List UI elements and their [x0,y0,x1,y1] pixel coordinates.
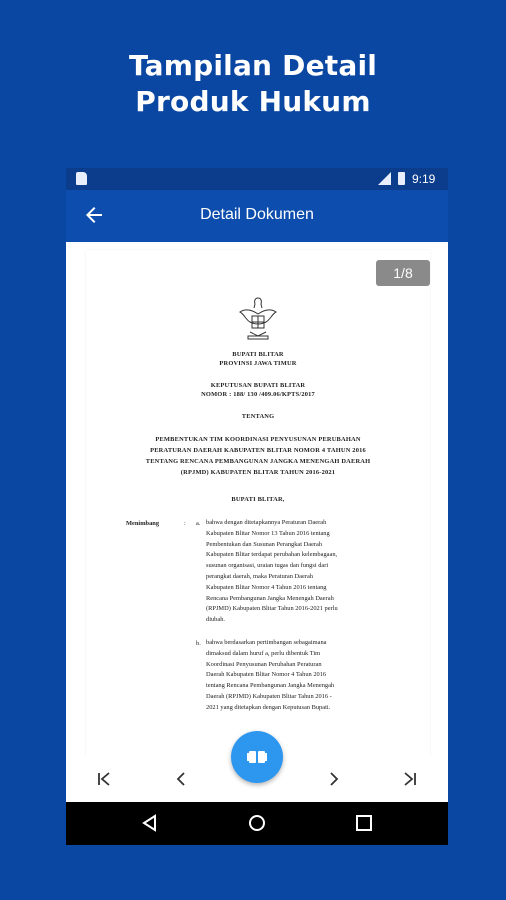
doc-text-line: susunan organisasi, uraian tugas dan fungsi dari [206,562,329,570]
next-page-icon[interactable] [320,766,348,792]
doc-point-a-marker: a. [196,520,201,527]
doc-text-line: Kabupaten Blitar terdapat perubahan kelembagaan, [206,551,338,559]
doc-text-line: Daerah Kabupaten Blitar Nomor 4 Tahun 2016 [206,671,327,679]
doc-tentang: TENTANG [241,413,275,420]
doc-text-line: Daerah (RPJMD) Kabupaten Blitar Tahun 2016 - [206,692,332,700]
recents-square-icon[interactable] [353,812,375,834]
doc-text-line: (RPJMD) Kabupaten Blitar Tahun 2016-2021 perlu [206,605,338,613]
app-bar-title: Detail Dokumen [200,206,314,223]
book-open-icon [245,745,269,769]
last-page-icon[interactable] [395,766,423,792]
doc-subject-line: TENTANG RENCANA PEMBANGUNAN JANGKA MENENGAH DAERAH [145,458,371,465]
battery-icon [398,172,405,185]
doc-text-line: 2021 yang ditetapkan dengan Keputusan Bupati. [206,703,331,711]
sd-card-icon [76,172,87,185]
page-indicator-badge: 1/8 [376,260,430,286]
status-bar [66,168,448,190]
doc-text-line: Koordinasi Penyusunan Perubahan Peraturan [206,660,322,668]
doc-text-line: Kabupaten Blitar Nomor 13 Tahun 2016 tentang [206,529,330,537]
doc-decree-title: KEPUTUSAN BUPATI BLITAR [210,382,306,389]
phone-screen [66,168,448,845]
promo-line-2: Produk Hukum [135,85,371,118]
doc-header-regent: BUPATI BLITAR [232,351,284,358]
doc-text-line: Rencana Pembangunan Jangka Menengah Daerah [206,594,334,602]
first-page-icon[interactable] [91,766,119,792]
doc-decree-number: NOMOR : 188/ 130 /409.06/KPTS/2017 [201,391,315,398]
promo-headline [0,48,506,120]
previous-page-icon[interactable] [167,766,195,792]
doc-colon: : [184,520,186,527]
doc-text-line: perangkat daerah, maka Peraturan Daerah [206,572,313,580]
status-time: 9:19 [412,172,436,186]
signal-icon [378,172,391,185]
document-viewer[interactable] [66,242,448,756]
doc-text-line: dimaksud dalam huruf a, perlu dibentuk Tim [206,649,321,657]
doc-authority: BUPATI BLITAR, [231,496,285,503]
system-navigation-bar [66,802,448,845]
doc-subject-line: PERATURAN DAERAH KABUPATEN BLITAR NOMOR 4 TAHUN 2016 [150,447,366,454]
doc-text-line: tentang Rencana Pembangunan Jangka Menengah [206,682,335,690]
doc-text-line: Pembentukan dan Susunan Perangkat Daerah [206,540,323,548]
promo-line-1: Tampilan Detail [128,49,378,82]
document-page [86,250,430,756]
doc-header-province: PROVINSI JAWA TIMUR [219,360,297,367]
doc-text-line: Kabupaten Blitar Nomor 4 Tahun 2016 tentang [206,583,327,591]
app-bar [66,190,448,242]
doc-point-a-text [206,518,396,626]
garuda-emblem-icon [236,294,280,342]
doc-text-line: diubah. [206,616,225,624]
doc-point-b-marker: b. [196,640,201,647]
doc-subject-line: (RPJMD) KABUPATEN BLITAR TAHUN 2016-2021 [180,469,336,476]
fab-button[interactable] [231,731,283,783]
doc-text-line: bahwa dengan ditetapkannya Peraturan Daerah [206,519,327,526]
doc-point-b-text [206,638,396,714]
doc-text-line: bahwa berdasarkan pertimbangan sebagaimana [206,639,327,646]
home-circle-icon[interactable] [246,812,268,834]
doc-subject-line: PEMBENTUKAN TIM KOORDINASI PENYUSUNAN PERUBAHAN [155,436,361,443]
doc-menimbang-label: Menimbang [126,520,160,527]
back-triangle-icon[interactable] [139,812,161,834]
